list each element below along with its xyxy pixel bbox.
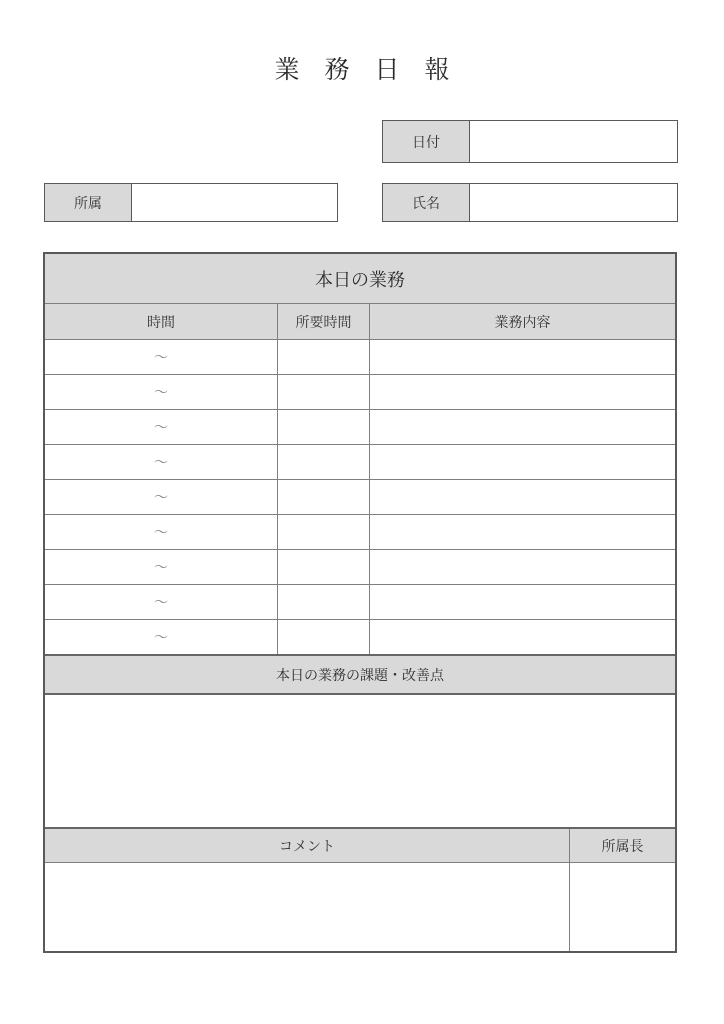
work-table-title-row (45, 254, 675, 303)
table-row (45, 374, 675, 409)
col-header-content: 業務内容 (494, 313, 551, 330)
duration-cell[interactable] (278, 585, 370, 619)
department-input[interactable] (132, 183, 338, 222)
comment-header-row (45, 827, 675, 862)
duration-cell[interactable] (278, 375, 370, 409)
time-range-cell[interactable]: ～ (45, 550, 278, 584)
department-label: 所属 (44, 183, 132, 222)
duration-cell[interactable] (278, 480, 370, 514)
content-cell[interactable] (370, 445, 675, 479)
time-range-cell[interactable]: ～ (45, 375, 278, 409)
content-cell[interactable] (370, 515, 675, 549)
name-label: 氏名 (382, 183, 470, 222)
date-input[interactable] (470, 120, 678, 163)
duration-cell[interactable] (278, 550, 370, 584)
department-field-group (44, 183, 338, 222)
comment-body-row (45, 862, 675, 951)
table-row (45, 479, 675, 514)
table-row (45, 409, 675, 444)
time-range-cell[interactable]: ～ (45, 445, 278, 479)
issues-input-area[interactable] (45, 695, 675, 827)
issues-header-label: 本日の業務の課題・改善点 (276, 666, 444, 683)
content-cell[interactable] (370, 480, 675, 514)
manager-header-label: 所属長 (601, 837, 644, 854)
content-cell[interactable] (370, 620, 675, 654)
col-header-time: 時間 (45, 304, 278, 339)
manager-signature-box[interactable] (570, 863, 675, 951)
time-range-cell[interactable]: ～ (45, 410, 278, 444)
duration-cell[interactable] (278, 445, 370, 479)
table-row (45, 514, 675, 549)
duration-cell[interactable] (278, 515, 370, 549)
table-row (45, 339, 675, 374)
work-table-title: 本日の業務 (315, 269, 405, 290)
table-row (45, 549, 675, 584)
content-cell[interactable] (370, 340, 675, 374)
issues-header (45, 654, 675, 693)
time-range-cell[interactable]: ～ (45, 620, 278, 654)
comment-input[interactable] (45, 863, 570, 951)
time-range-cell[interactable]: ～ (45, 340, 278, 374)
duration-cell[interactable] (278, 620, 370, 654)
comment-header-label: コメント (45, 829, 570, 862)
time-range-cell[interactable]: ～ (45, 585, 278, 619)
col-header-duration: 所要時間 (278, 304, 370, 339)
content-cell[interactable] (370, 375, 675, 409)
table-row (45, 584, 675, 619)
date-label: 日付 (382, 120, 470, 163)
content-cell[interactable] (370, 410, 675, 444)
name-input[interactable] (470, 183, 678, 222)
content-cell[interactable] (370, 585, 675, 619)
content-cell[interactable] (370, 550, 675, 584)
table-row (45, 619, 675, 654)
work-table (43, 252, 677, 953)
column-header-row (45, 303, 675, 339)
page-title: 業 務 日 報 (274, 56, 450, 84)
time-range-cell[interactable]: ～ (45, 480, 278, 514)
name-field-group (382, 183, 678, 222)
duration-cell[interactable] (278, 340, 370, 374)
time-range-cell[interactable]: ～ (45, 515, 278, 549)
date-field-group (382, 120, 678, 163)
table-row (45, 444, 675, 479)
issues-input (45, 693, 675, 827)
duration-cell[interactable] (278, 410, 370, 444)
